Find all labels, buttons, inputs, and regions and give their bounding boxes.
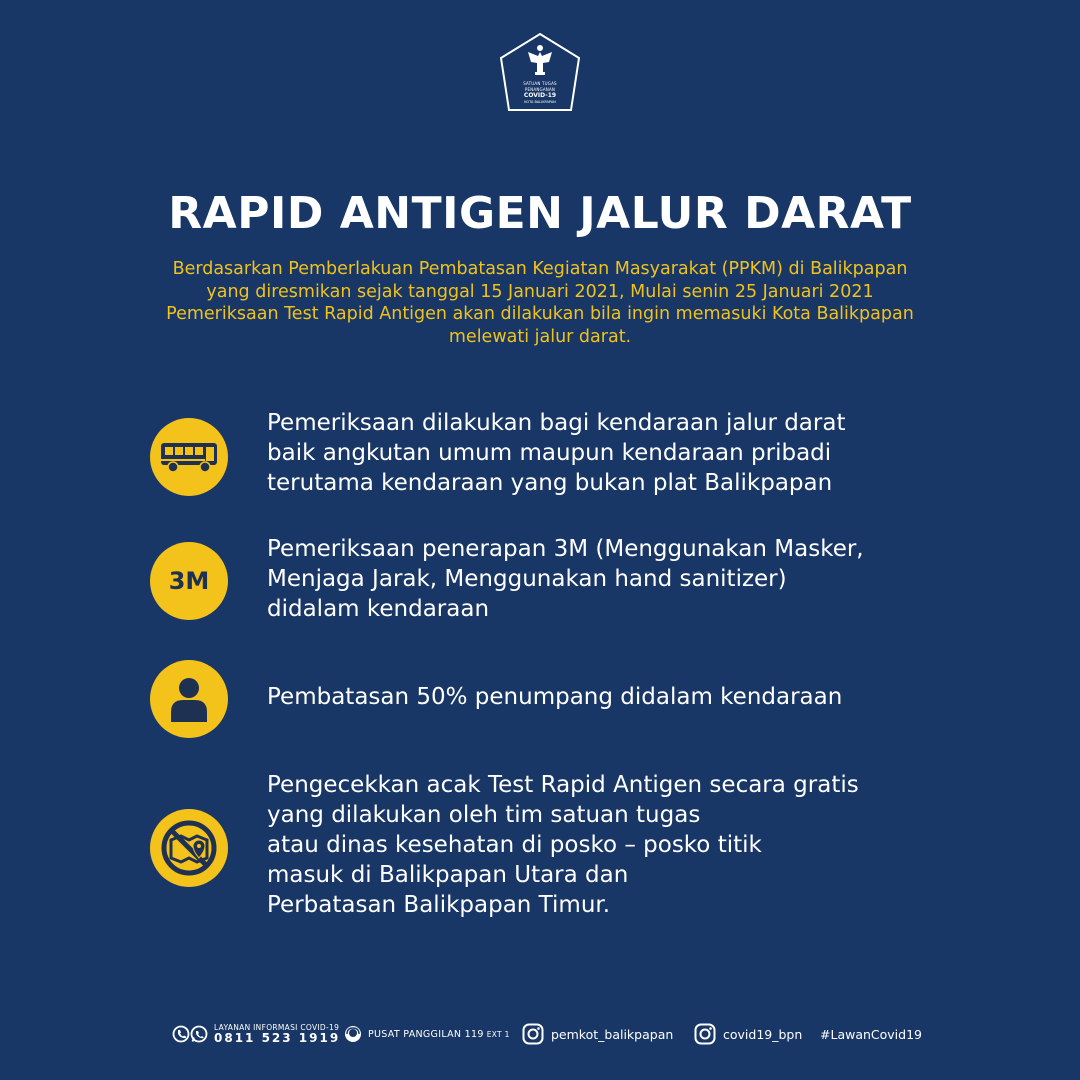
satgas-logo (498, 32, 582, 112)
info-line: Pemeriksaan dilakukan bagi kendaraan jalur darat (267, 410, 846, 436)
info-line: baik angkutan umum maupun kendaraan pribadi (267, 440, 832, 466)
footer-contacts (0, 1018, 1080, 1050)
info-line: Perbatasan Balikpapan Timur. (267, 892, 611, 918)
logo-line-3: COVID-19 (523, 92, 557, 99)
info-line: Pengecekkan acak Test Rapid Antigen secara gratis (267, 772, 859, 798)
no-location-icon-circle (150, 809, 228, 887)
instagram-handle[interactable]: covid19_bpn (723, 1026, 803, 1042)
person-icon-circle (150, 660, 228, 738)
hashtag-label: #LawanCovid19 (820, 1026, 922, 1042)
phone-whatsapp-icon (172, 1024, 210, 1044)
footer-call-center (344, 1018, 510, 1050)
instagram-icon (522, 1023, 544, 1045)
intro-paragraph (100, 258, 980, 348)
intro-line: melewati jalur darat. (448, 326, 632, 347)
intro-line: Pemeriksaan Test Rapid Antigen akan dilakukan bila ingin memasuki Kota Balikpapan (166, 304, 914, 324)
call-center-icon (344, 1025, 362, 1043)
footer-instagram-pemkot[interactable] (522, 1018, 673, 1050)
footer-instagram-covid[interactable] (694, 1018, 802, 1050)
call-center-ext: EXT 1 (486, 1029, 510, 1039)
info-line: Menjaga Jarak, Menggunakan hand sanitizer) (267, 566, 787, 592)
info-item-text (267, 770, 967, 920)
logo-line-1: SATUAN TUGAS (523, 81, 557, 86)
intro-line: Berdasarkan Pemberlakuan Pembatasan Kegiatan Masyarakat (PPKM) di Balikpapan (172, 259, 908, 279)
footer-hotline (172, 1018, 340, 1050)
call-center-label: PUSAT PANGGILAN 119 (368, 1028, 484, 1040)
bus-icon-circle (150, 418, 228, 496)
info-line: Pemeriksaan penerapan 3M (Menggunakan Masker, (267, 536, 864, 562)
intro-line: yang diresmikan sejak tanggal 15 Januari 2021, Mulai senin 25 Januari 2021 (206, 281, 874, 302)
footer-hashtag (820, 1018, 922, 1050)
logo-line-4: KOTA BALIKPAPAN (524, 100, 556, 104)
instagram-handle[interactable]: pemkot_balikpapan (551, 1026, 674, 1042)
3m-badge-icon (150, 542, 228, 620)
person-icon (169, 676, 209, 722)
info-line: Pembatasan 50% penumpang didalam kendaraan (267, 684, 843, 710)
info-line: didalam kendaraan (267, 596, 490, 622)
no-location-icon (159, 818, 219, 878)
info-item-text (267, 682, 967, 712)
info-line: masuk di Balikpapan Utara dan (267, 862, 629, 888)
info-line: atau dinas kesehatan di posko – posko titik (267, 832, 762, 858)
info-line: terutama kendaraan yang bukan plat Balikpapan (267, 470, 833, 496)
3m-badge-label: 3M (168, 567, 210, 595)
logo-line-2: PENANGANAN (524, 87, 556, 92)
hotline-number: 0811 523 1919 (214, 1031, 341, 1045)
bus-icon (159, 440, 219, 474)
info-item-text (267, 408, 967, 498)
instagram-icon (694, 1023, 716, 1045)
hotline-label: LAYANAN INFORMASI COVID-19 (214, 1023, 340, 1032)
info-line: yang dilakukan oleh tim satuan tugas (267, 802, 701, 828)
info-item-text (267, 534, 967, 624)
page-title: RAPID ANTIGEN JALUR DARAT (168, 188, 912, 239)
